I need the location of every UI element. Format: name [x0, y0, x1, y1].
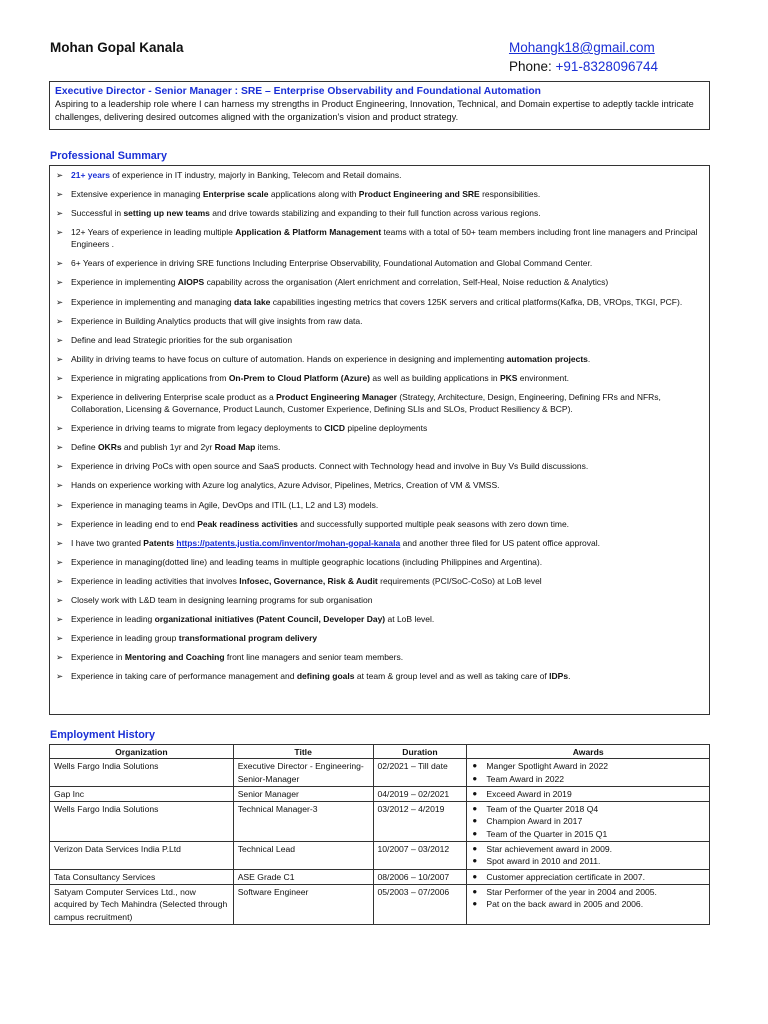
summary-text: 6+ Years of experience in driving SRE functions Including Enterprise Observability, Foundational Automation and Global Command Center. [71, 258, 593, 269]
summary-item [56, 632, 705, 644]
summary-emphasis: CICD [324, 423, 346, 434]
bullet-dot-icon: ● [472, 828, 478, 838]
award-text: Exceed Award in 2019 [486, 788, 572, 799]
awards-list [471, 871, 705, 883]
employment-table [49, 744, 710, 925]
summary-item [56, 460, 705, 472]
email-link[interactable]: Mohangk18@gmail.com [508, 40, 655, 55]
summary-text: at team & group level and as well as taking care of [354, 671, 550, 682]
bullet-arrow-icon: ➢ [56, 296, 64, 307]
employment-header-row [50, 745, 710, 759]
summary-item [56, 372, 705, 384]
title-cell: Senior Manager [233, 786, 373, 801]
duration-cell: 08/2006 – 10/2007 [373, 869, 467, 884]
bullet-arrow-icon: ➢ [56, 518, 64, 529]
bullet-arrow-icon: ➢ [56, 277, 64, 288]
summary-item [56, 575, 705, 587]
column-header-organization: Organization [50, 745, 234, 759]
summary-text: front line managers and senior team members. [224, 652, 404, 663]
summary-text: I have two granted [71, 537, 144, 548]
bullet-arrow-icon: ➢ [56, 499, 64, 510]
patents-link[interactable]: https://patents.justia.com/inventor/mohan-gopal-kanala [176, 537, 401, 548]
summary-emphasis: PKS [499, 372, 518, 383]
award-text: Star achievement award in 2009. [486, 844, 613, 855]
summary-emphasis: organizational initiatives (Patent Council, Developer Day) [154, 614, 386, 625]
summary-item [56, 276, 705, 288]
summary-list [56, 169, 705, 682]
summary-emphasis: Peak readiness activities [197, 518, 298, 529]
summary-emphasis: transformational program delivery [178, 633, 318, 644]
summary-item [56, 296, 705, 308]
bullet-arrow-icon: ➢ [56, 575, 64, 586]
bullet-arrow-icon: ➢ [56, 652, 64, 663]
organization-cell: Satyam Computer Services Ltd., now acquired by Tech Mahindra (Selected through campus recruitment) [50, 884, 234, 924]
bullet-dot-icon: ● [472, 773, 478, 783]
table-row [50, 869, 710, 884]
awards-list [471, 803, 705, 840]
bullet-arrow-icon: ➢ [56, 372, 64, 383]
summary-item [56, 334, 705, 346]
summary-emphasis: Product Engineering Manager [276, 392, 397, 403]
summary-emphasis: automation projects [506, 353, 588, 364]
summary-item [56, 315, 705, 327]
bullet-dot-icon: ● [472, 856, 478, 866]
summary-text: at LoB level. [385, 614, 435, 625]
award-item [471, 898, 705, 910]
bullet-arrow-icon: ➢ [56, 189, 64, 200]
summary-emphasis: Product Engineering and SRE [358, 189, 480, 200]
summary-text: Experience in migrating applications from [71, 372, 229, 383]
duration-cell: 02/2021 – Till date [373, 759, 467, 787]
bullet-dot-icon: ● [472, 816, 478, 826]
title-cell: Technical Manager-3 [233, 802, 373, 842]
organization-cell: Tata Consultancy Services [50, 869, 234, 884]
bullet-arrow-icon: ➢ [56, 258, 64, 269]
award-text: Customer appreciation certificate in 2007. [486, 871, 645, 882]
summary-emphasis: IDPs [549, 671, 569, 682]
organization-cell: Wells Fargo India Solutions [50, 759, 234, 787]
summary-emphasis: Application & Platform Management [235, 227, 382, 238]
title-cell: Technical Lead [233, 842, 373, 870]
bullet-dot-icon: ● [472, 844, 478, 854]
table-row [50, 802, 710, 842]
summary-text: 12+ Years of experience in leading multiple [71, 227, 236, 238]
summary-text: items. [255, 442, 281, 453]
phone-row [509, 57, 658, 76]
award-text: Pat on the back award in 2005 and 2006. [486, 899, 644, 910]
summary-text: teams with a total of 50+ team members including front line managers and Principal Engineers . [71, 227, 698, 250]
summary-text: and publish 1yr and 2yr [121, 442, 215, 453]
summary-text: responsibilities. [479, 189, 541, 200]
summary-text: applications along with [268, 189, 359, 200]
bullet-arrow-icon: ➢ [56, 461, 64, 472]
summary-item [56, 499, 705, 511]
summary-text: and drive towards stabilizing and expanding to their full function across various regions. [209, 208, 541, 219]
summary-text: pipeline deployments [345, 423, 428, 434]
awards-cell [467, 869, 710, 884]
table-row [50, 884, 710, 924]
award-text: Spot award in 2010 and 2011. [486, 856, 601, 867]
award-text: Team of the Quarter 2018 Q4 [486, 804, 599, 815]
objective-box [49, 81, 710, 130]
summary-text: of experience in IT industry, majorly in Banking, Telecom and Retail domains. [110, 170, 402, 180]
summary-text: capability across the organisation (Alert enrichment and correlation, Self-Heal, Noise reduction & Analytics) [204, 277, 609, 288]
phone-label: Phone: [508, 59, 556, 74]
summary-item [56, 518, 705, 530]
summary-text: Experience in delivering Enterprise scale product as a [71, 392, 277, 403]
summary-text: Extensive experience in managing [71, 189, 203, 200]
summary-text: Experience in driving teams to migrate from legacy deployments to [71, 423, 325, 434]
summary-emphasis: setting up new teams [123, 208, 210, 219]
award-item [471, 803, 705, 815]
awards-list [471, 886, 705, 911]
summary-text: Experience in driving PoCs with open source and SaaS products. Connect with Technology head and involve in Buy Vs Build discussions. [71, 461, 589, 472]
bullet-arrow-icon: ➢ [56, 614, 64, 625]
bullet-dot-icon: ● [472, 804, 478, 814]
summary-text: Experience in leading group [71, 633, 179, 644]
summary-text: Define [71, 442, 98, 453]
award-text: Champion Award in 2017 [486, 816, 583, 827]
summary-text: (Strategy, Architecture, Design, Engineering, Defining FRs and NFRs, Collaboration, Licensing & Governance, Product Launch, Customer Experience, Defining SLIs and SLOs, Product Resiliency & BCP). [71, 392, 661, 415]
duration-cell: 03/2012 – 4/2019 [373, 802, 467, 842]
bullet-dot-icon: ● [472, 761, 478, 771]
summary-box [49, 165, 710, 715]
summary-text: Experience in leading end to end [71, 518, 198, 529]
summary-item [56, 257, 705, 269]
summary-emphasis: Infosec, Governance, Risk & Audit [239, 575, 378, 586]
summary-emphasis: defining goals [296, 671, 355, 682]
summary-heading: Professional Summary [50, 150, 168, 162]
table-row [50, 842, 710, 870]
award-text: Team of the Quarter in 2015 Q1 [486, 828, 608, 839]
summary-item [56, 479, 705, 491]
bullet-arrow-icon: ➢ [56, 423, 64, 434]
awards-cell [467, 884, 710, 924]
summary-item [56, 422, 705, 434]
award-item [471, 828, 705, 840]
summary-emphasis: Enterprise scale [202, 189, 269, 200]
summary-item [56, 391, 705, 415]
bullet-arrow-icon: ➢ [56, 334, 64, 345]
summary-text: Experience in [71, 652, 125, 663]
summary-text: Define and lead Strategic priorities for the sub organisation [71, 334, 293, 345]
summary-item [56, 651, 705, 663]
awards-list [471, 843, 705, 868]
column-header-awards: Awards [467, 745, 710, 759]
summary-item [56, 353, 705, 365]
summary-text: Successful in [71, 208, 124, 219]
summary-item [56, 441, 705, 453]
phone-number: +91-8328096744 [555, 59, 658, 74]
award-item [471, 855, 705, 867]
award-text: Team Award in 2022 [486, 773, 565, 784]
summary-text: Experience in leading activities that involves [71, 575, 240, 586]
bullet-arrow-icon: ➢ [56, 556, 64, 567]
award-item [471, 760, 705, 772]
duration-cell: 04/2019 – 02/2021 [373, 786, 467, 801]
title-cell: Software Engineer [233, 884, 373, 924]
summary-text: and another three filed for US patent office approval. [400, 537, 600, 548]
summary-emphasis: Road Map [214, 442, 256, 453]
duration-cell: 05/2003 – 07/2006 [373, 884, 467, 924]
bullet-dot-icon: ● [472, 871, 478, 881]
summary-item [56, 207, 705, 219]
bullet-arrow-icon: ➢ [56, 353, 64, 364]
bullet-arrow-icon: ➢ [56, 315, 64, 326]
summary-emphasis: AIOPS [177, 277, 205, 288]
summary-text: capabilities ingesting metrics that covers 125K servers and critical platforms(Kafka, DB, VROps, TKGI, PCF). [270, 296, 683, 307]
awards-cell [467, 802, 710, 842]
summary-emphasis: On-Prem to Cloud Platform (Azure) [228, 372, 371, 383]
bullet-arrow-icon: ➢ [56, 442, 64, 453]
awards-list [471, 760, 705, 785]
duration-cell: 10/2007 – 03/2012 [373, 842, 467, 870]
organization-cell: Gap Inc [50, 786, 234, 801]
summary-text: . [587, 353, 591, 364]
summary-text: Experience in implementing and managing [71, 296, 235, 307]
summary-emphasis: Patents [143, 537, 175, 548]
bullet-arrow-icon: ➢ [56, 594, 64, 605]
table-row [50, 786, 710, 801]
employment-heading: Employment History [50, 729, 155, 741]
summary-text: Experience in leading [71, 614, 155, 625]
summary-item [56, 188, 705, 200]
award-item [471, 843, 705, 855]
awards-list [471, 788, 705, 800]
award-item [471, 788, 705, 800]
summary-text: Closely work with L&D team in designing learning programs for sub organisation [71, 594, 373, 605]
column-header-duration: Duration [373, 745, 467, 759]
objective-text: Aspiring to a leadership role where I can harness my strengths in Product Engineering, Innovation, Technical, and Domain expertise to adeptly tackle intricate challenges, delivering desired outcomes aligned with the organization’s vision and product strategy. [55, 99, 694, 122]
bullet-arrow-icon: ➢ [56, 633, 64, 644]
bullet-arrow-icon: ➢ [56, 227, 64, 238]
summary-item [56, 226, 705, 250]
bullet-arrow-icon: ➢ [56, 480, 64, 491]
summary-text: as well as building applications in [370, 372, 500, 383]
summary-text: Experience in implementing [71, 277, 178, 288]
summary-emphasis: Mentoring and Coaching [124, 652, 225, 663]
summary-text: Experience in managing(dotted line) and leading teams in multiple geographic locations (including Philippines and Argentina). [71, 556, 543, 567]
awards-cell [467, 759, 710, 787]
summary-item [56, 670, 705, 682]
bullet-dot-icon: ● [472, 788, 478, 798]
title-cell: ASE Grade C1 [233, 869, 373, 884]
bullet-arrow-icon: ➢ [56, 208, 64, 219]
bullet-arrow-icon: ➢ [56, 392, 64, 403]
summary-item [56, 613, 705, 625]
contact-block [509, 38, 658, 76]
bullet-dot-icon: ● [472, 899, 478, 909]
award-text: Manger Spotlight Award in 2022 [486, 761, 609, 772]
summary-emphasis: OKRs [97, 442, 122, 453]
summary-item [56, 169, 705, 181]
award-item [471, 815, 705, 827]
summary-text: Ability in driving teams to have focus on culture of automation. Hands on experience in designing and implementing [71, 353, 507, 364]
summary-text: requirements (PCI/SoC-CoSo) at LoB level [377, 575, 542, 586]
award-item [471, 886, 705, 898]
summary-text: . [568, 671, 571, 682]
bullet-arrow-icon: ➢ [56, 537, 64, 548]
title-cell: Executive Director - Engineering-Senior-Manager [233, 759, 373, 787]
employment-rows [50, 759, 710, 925]
summary-text: Experience in taking care of performance management and [71, 671, 297, 682]
awards-cell [467, 842, 710, 870]
bullet-dot-icon: ● [472, 886, 478, 896]
summary-text: Hands on experience working with Azure log analytics, Azure Advisor, Pipelines, Metrics, Creation of VM & VMSS. [71, 480, 500, 491]
summary-item [56, 537, 705, 549]
awards-cell [467, 786, 710, 801]
award-item [471, 773, 705, 785]
summary-emphasis: data lake [234, 296, 271, 307]
column-header-title: Title [233, 745, 373, 759]
candidate-name: Mohan Gopal Kanala [50, 40, 184, 55]
award-text: Star Performer of the year in 2004 and 2005. [486, 886, 657, 897]
award-item [471, 871, 705, 883]
summary-text: environment. [517, 372, 569, 383]
summary-highlight: 21+ years [71, 170, 110, 180]
summary-text: Experience in managing teams in Agile, DevOps and ITIL (L1, L2 and L3) models. [71, 499, 379, 510]
table-row [50, 759, 710, 787]
summary-item [56, 594, 705, 606]
organization-cell: Wells Fargo India Solutions [50, 802, 234, 842]
organization-cell: Verizon Data Services India P.Ltd [50, 842, 234, 870]
bullet-arrow-icon: ➢ [56, 170, 64, 180]
objective-title: Executive Director - Senior Manager : SRE – Enterprise Observability and Foundational Automation [55, 86, 541, 97]
bullet-arrow-icon: ➢ [56, 671, 64, 682]
summary-item [56, 556, 705, 568]
summary-text: and successfully supported multiple peak seasons with zero down time. [297, 518, 570, 529]
summary-text: Experience in Building Analytics products that will give insights from raw data. [71, 315, 363, 326]
